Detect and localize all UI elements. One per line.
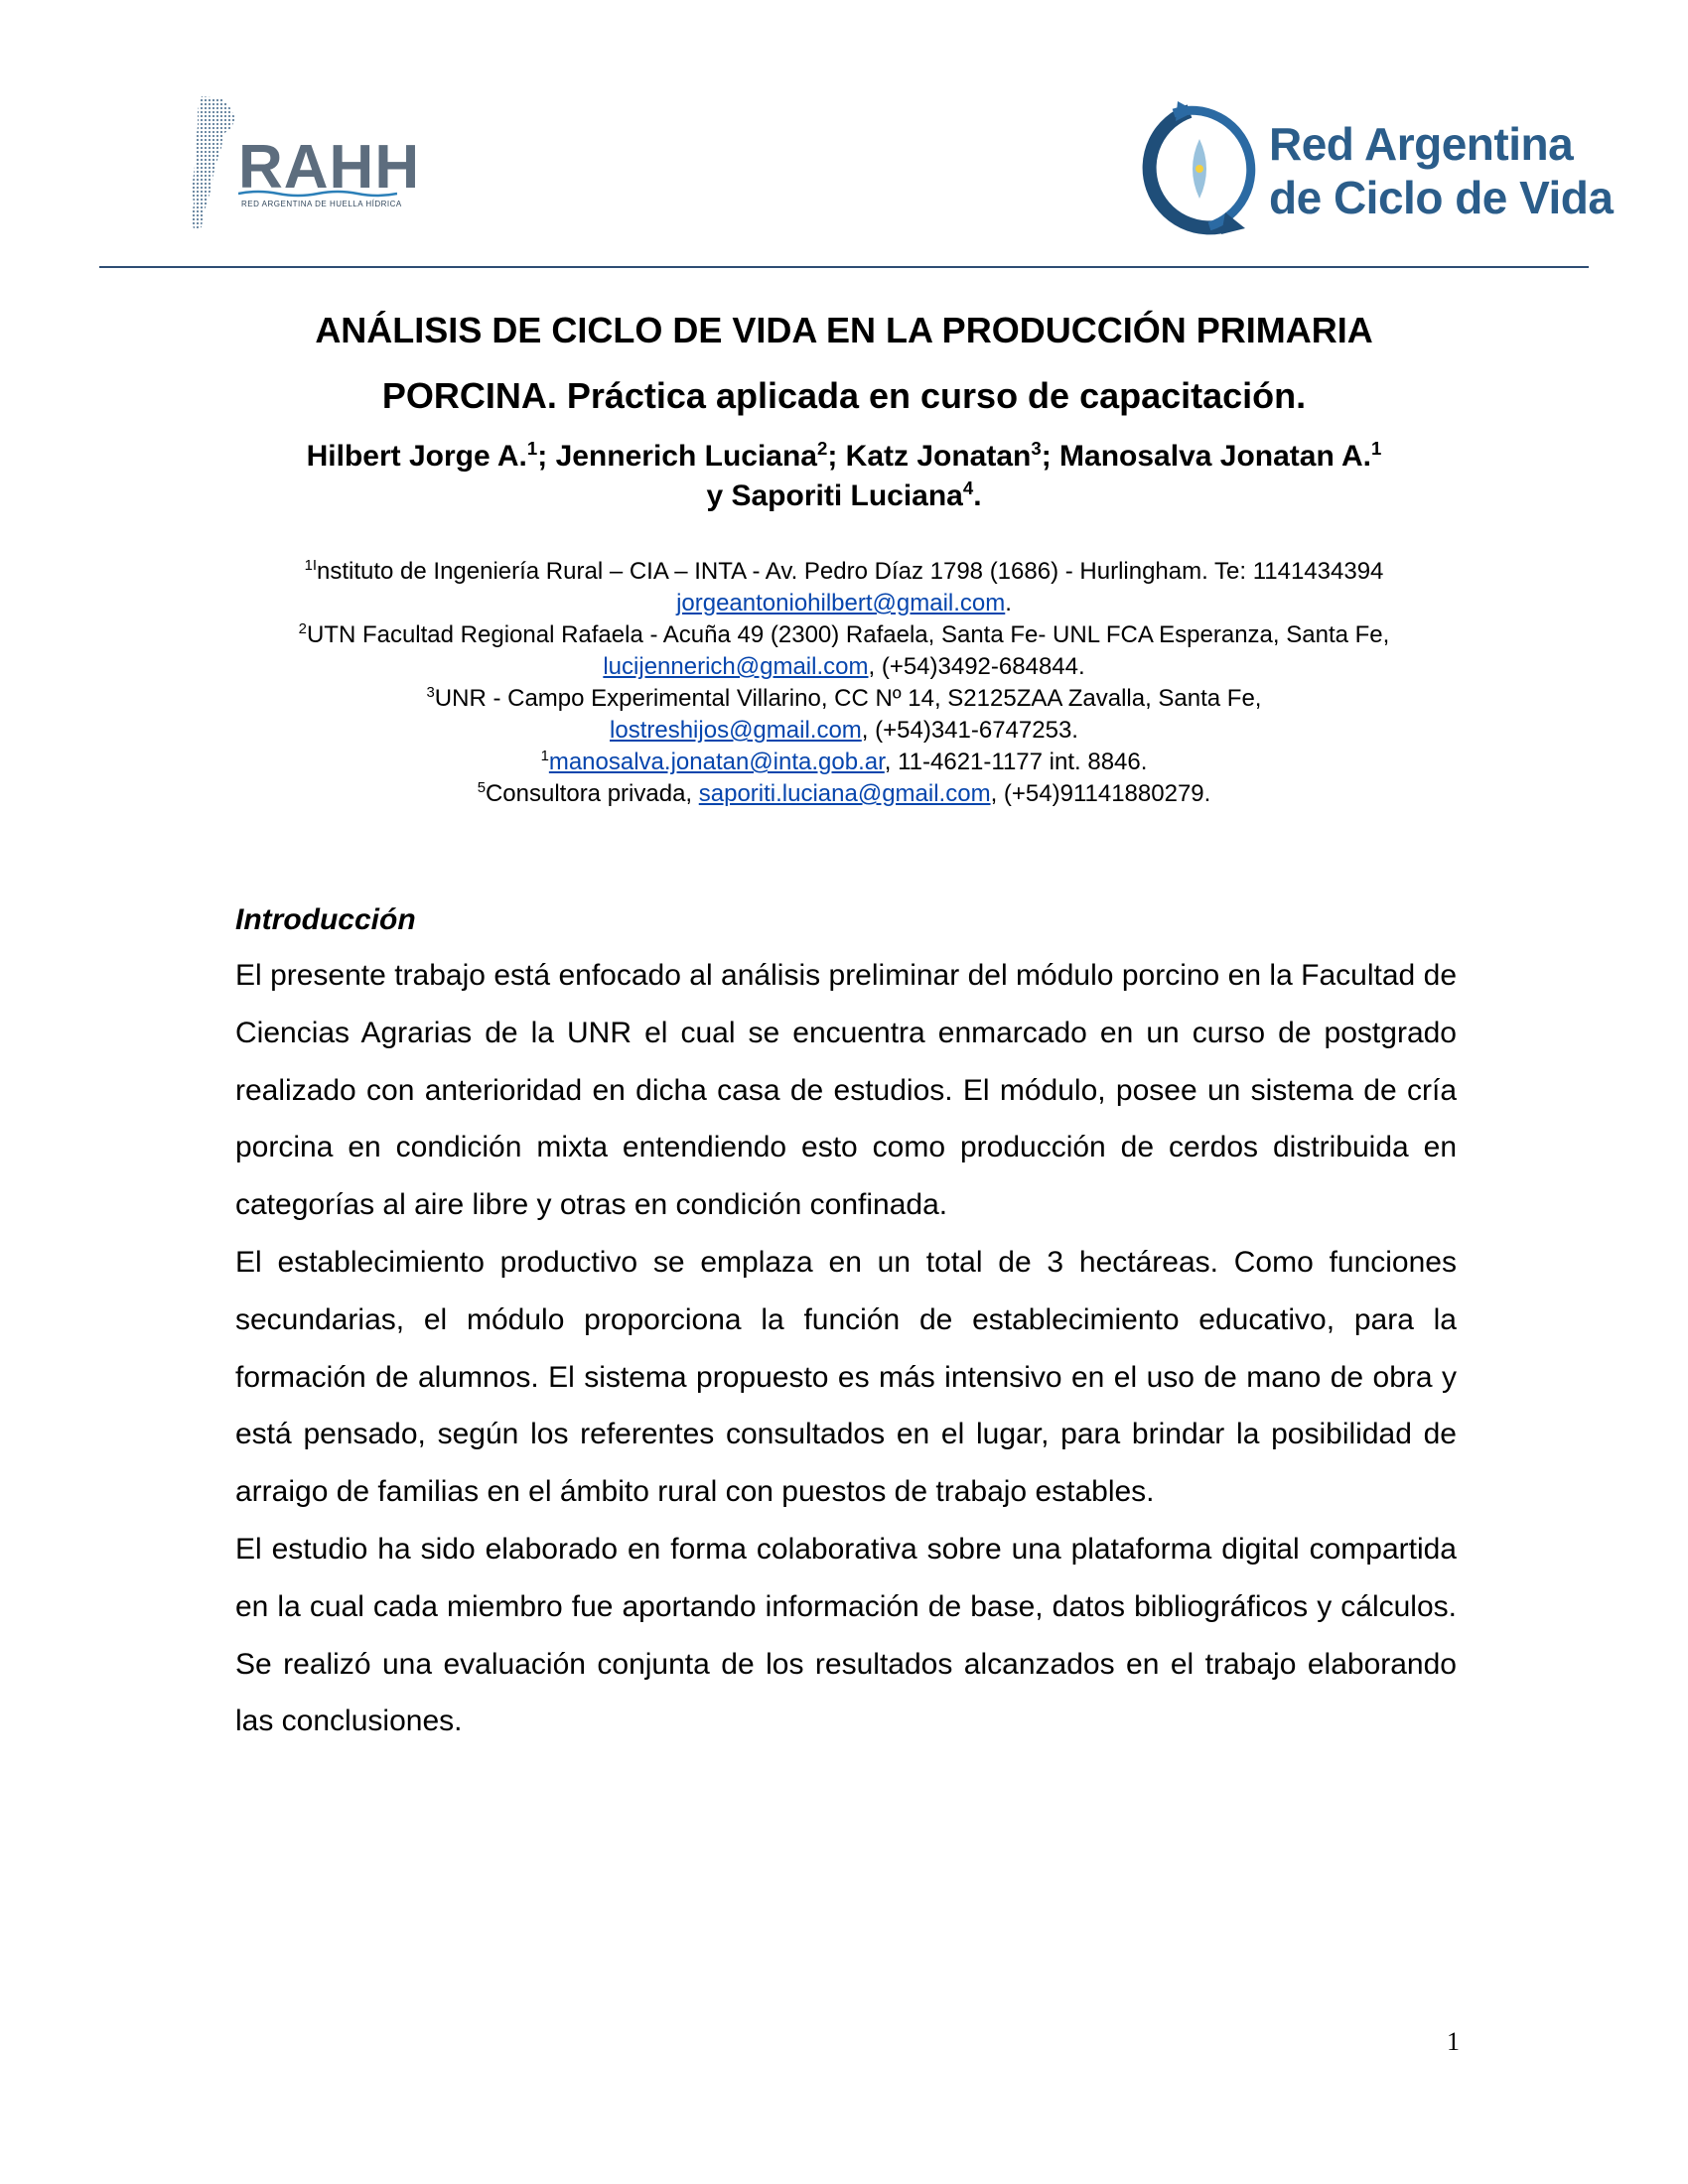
body-paragraph: El estudio ha sido elaborado en forma colaborativa sobre una plataforma digital compartida en la cual cada miembro fue aportando información de base, datos bibliográficos y cálculos. Se realizó una evaluación conjunta de los resultados alcanzados en el trabajo elaborando las conclusiones.	[235, 1532, 1457, 1738]
email-link[interactable]: lucijennerich@gmail.com	[603, 653, 869, 680]
email-link[interactable]: lostreshijos@gmail.com	[610, 717, 862, 744]
author-sup: 1	[526, 438, 538, 459]
affiliation-end: , (+54)341-6747253.	[861, 717, 1078, 744]
affiliation-sup: 1	[540, 749, 549, 764]
affiliation-sup: 1I	[304, 558, 317, 574]
title-line-1: ANÁLISIS DE CICLO DE VIDA EN LA PRODUCCIÓN PRIMARIA	[315, 310, 1373, 350]
author-sup: 4	[962, 478, 974, 498]
affiliation-sup: 5	[477, 780, 486, 796]
affiliation-sup: 3	[426, 685, 435, 701]
affiliation-text: UTN Facultad Regional Rafaela - Acuña 49 (2300) Rafaela, Santa Fe- UNL FCA Esperanza, Santa Fe,	[306, 621, 1390, 648]
rahh-wordmark: RAHH	[238, 133, 421, 202]
affiliation-3	[149, 683, 1539, 747]
author-list	[149, 437, 1539, 516]
affiliation-end: , (+54)91141880279.	[990, 780, 1211, 807]
section-heading: Introducción	[235, 903, 416, 936]
email-link[interactable]: manosalva.jonatan@inta.gob.ar	[548, 749, 885, 775]
wave-icon	[238, 190, 397, 198]
page-number: 1	[1447, 2027, 1460, 2056]
affiliation-2	[149, 619, 1539, 683]
author-sup: 3	[1031, 438, 1042, 459]
rahh-subtitle: RED ARGENTINA DE HUELLA HÍDRICA	[241, 200, 402, 208]
red-logo-line1: Red Argentina	[1269, 118, 1574, 170]
author-sup: 2	[817, 438, 828, 459]
author-name: Jennerich Luciana	[555, 440, 817, 473]
cycle-arrows-icon	[1130, 99, 1264, 238]
body-paragraph: El presente trabajo está enfocado al análisis preliminar del módulo porcino en la Facultad de Ciencias Agrarias de la UNR el cual se encuentra enmarcado en un curso de postgrado realizado con anterioridad en dicha casa de estudios. El módulo, posee un sistema de cría porcina en condición mixta entendiendo esto como producción de cerdos distribuida en categorías al aire libre y otras en condición confinada.	[235, 959, 1457, 1222]
body-paragraph: El establecimiento productivo se emplaza en un total de 3 hectáreas. Como funciones secundarias, el módulo proporciona la función de establecimiento educativo, para la formación de alumnos. El sistema propuesto es más intensivo en el uso de mano de obra y está pensado, según los referentes consultados en el lugar, para brindar la posibilidad de arraigo de familias en el ámbito rural con puestos de trabajo estables.	[235, 1245, 1457, 1509]
paper-title	[149, 298, 1539, 429]
author-name: Manosalva Jonatan A.	[1059, 440, 1372, 473]
author-sep: .	[973, 479, 982, 512]
author-sup: 1	[1371, 438, 1382, 459]
affiliation-end: , (+54)3492-684844.	[868, 653, 1085, 680]
red-logo-line2: de Ciclo de Vida	[1269, 172, 1614, 223]
affiliation-text: nstituto de Ingeniería Rural – CIA – INTA - Av. Pedro Díaz 1798 (1686) - Hurlingham. Te: 1141434394	[316, 558, 1384, 585]
author-name: Hilbert Jorge A.	[306, 440, 527, 473]
affiliations	[149, 556, 1539, 810]
author-name: Katz Jonatan	[845, 440, 1032, 473]
introduction-section	[235, 893, 1457, 1750]
affiliation-1	[149, 556, 1539, 619]
title-line-2: PORCINA. Práctica aplicada en curso de capacitación.	[381, 375, 1307, 416]
red-ciclo-vida-logo	[1130, 99, 1614, 238]
author-sep: ;	[1041, 440, 1060, 473]
affiliation-5	[149, 778, 1539, 810]
rahh-logo	[184, 94, 421, 233]
author-name: y Saporiti Luciana	[706, 479, 963, 512]
author-sep: ;	[537, 440, 556, 473]
author-sep: ;	[827, 440, 846, 473]
header-rule	[99, 266, 1589, 268]
affiliation-end: .	[1005, 590, 1012, 616]
affiliation-text: Consultora privada,	[485, 780, 699, 807]
affiliation-sup: 2	[298, 621, 307, 637]
email-link[interactable]: jorgeantoniohilbert@gmail.com	[676, 590, 1006, 616]
page-header	[0, 0, 1688, 273]
email-link[interactable]: saporiti.luciana@gmail.com	[698, 780, 991, 807]
affiliation-end: , 11-4621-1177 int. 8846.	[884, 749, 1148, 775]
affiliation-4	[149, 747, 1539, 778]
affiliation-text: UNR - Campo Experimental Villarino, CC Nº 14, S2125ZAA Zavalla, Santa Fe,	[434, 685, 1262, 712]
